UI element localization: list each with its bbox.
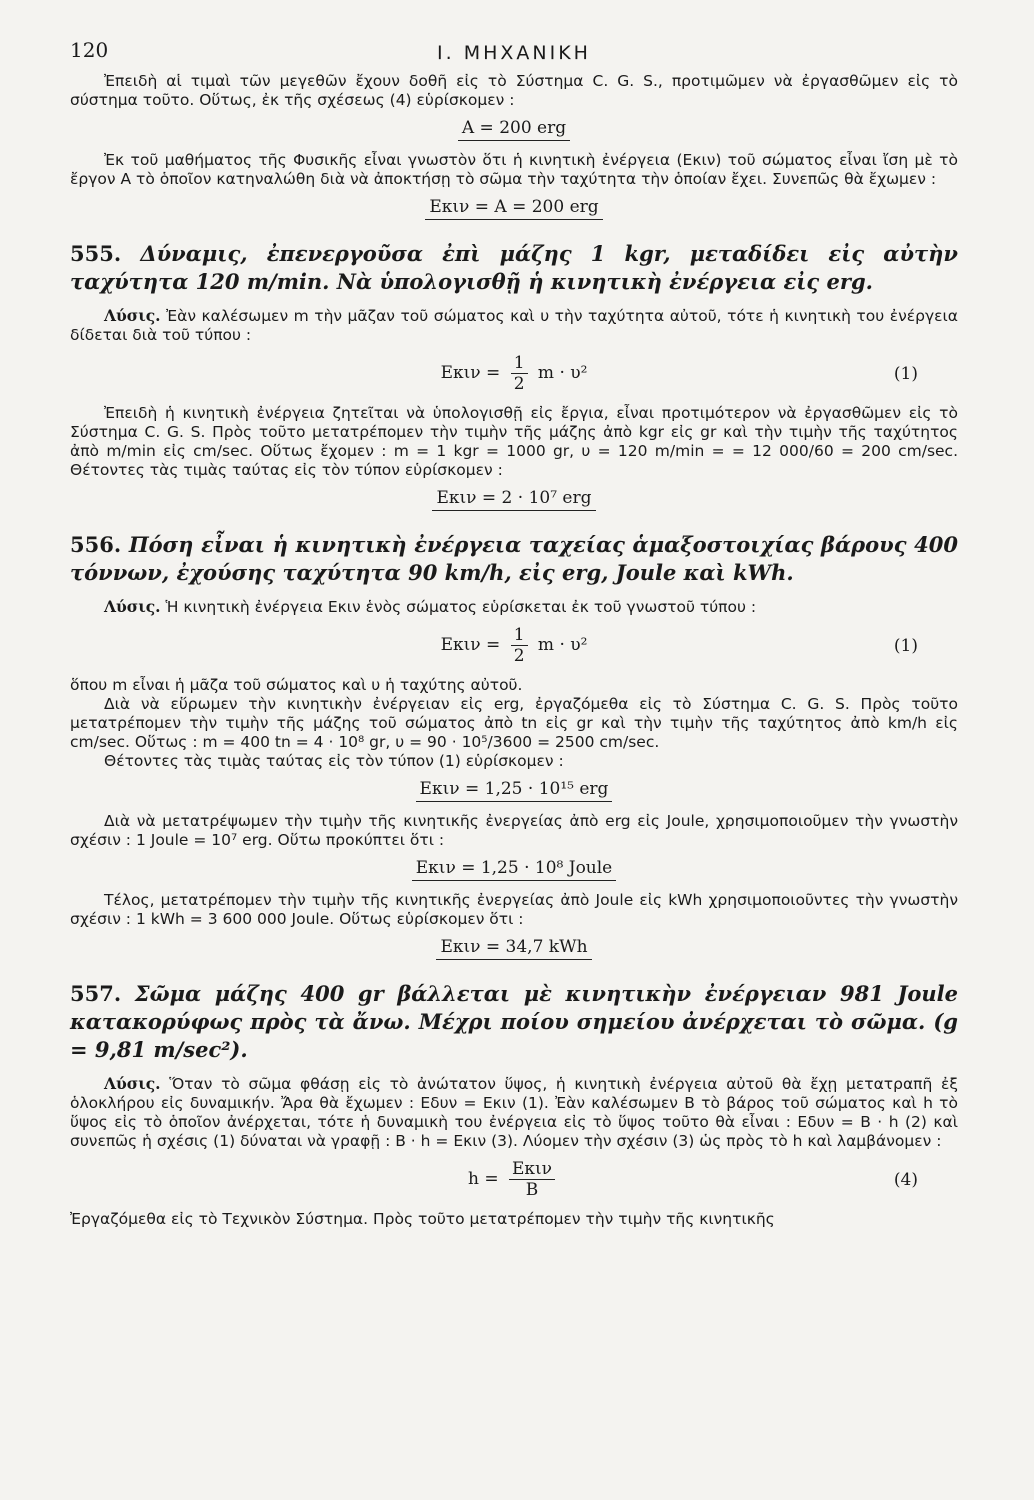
problem-555-result-text: Eκιν = 2 · 10⁷ erg	[432, 488, 595, 511]
problem-555-title: Δύναμις, ἐπενεργοῦσα ἐπὶ μάζης 1 kgr, μεταδίδει εἰς αὐτὴν ταχύτητα 120 m/min. Νὰ ὑπολογισθῇ ἡ κινητικὴ ἐνέργεια εἰς erg.	[70, 241, 958, 294]
problem-556-paragraph-6: Τέλος, μετατρέπομεν τὴν τιμὴν τῆς κινητικῆς ἐνεργείας ἀπὸ Joule εἰς kWh χρησιμοποιοῦντες τὴν γνωστὴν σχέσιν : 1 kWh = 3 600 000 Joule. Οὕτως εὑρίσκομεν ὅτι :	[70, 891, 958, 928]
problem-557-statement	[70, 980, 958, 1064]
problem-557-formula-denominator: B	[525, 1180, 539, 1200]
problem-557-solution-text: Ὅταν τὸ σῶμα φθάσῃ εἰς τὸ ἀνώτατον ὕψος, ἡ κινητικὴ ἐνέργεια αὐτοῦ θὰ ἔχῃ μετατραπῆ ἐξ ὁλοκλήρου εἰς δυναμικήν. Ἄρα θὰ ἔχωμεν : Eδυν = Eκιν (1). Ἐὰν καλέσωμεν B τὸ βάρος τοῦ σώματος καὶ h τὸ ὕψος εἰς τὸ ὁποῖον ἀνέρχεται, τότε ἡ δυναμικὴ του ἐνέργεια εἰς τὸ ὕψος τοῦτο θὰ εἶναι : Eδυν = B · h (2) καὶ συνεπῶς ἡ σχέσις (1) δύναται νὰ γραφῇ : B · h = Eκιν (3). Λύομεν τὴν σχέσιν (3) ὡς πρὸς τὸ h καὶ λαμβάνομεν :	[70, 1075, 958, 1150]
problem-556-formula-tag: (1)	[893, 635, 918, 656]
problem-555-formula-fraction	[511, 353, 528, 394]
running-title: Ι. ΜΗΧΑΝΙΚΗ	[437, 42, 591, 64]
equation-kinetic-energy-intro-text: Eκιν = A = 200 erg	[425, 197, 602, 220]
problem-557-lysis-label: Λύσις.	[104, 1074, 161, 1093]
problem-556-result-joule-text: Eκιν = 1,25 · 10⁸ Joule	[412, 858, 617, 881]
problem-555-solution-text: Ἐὰν καλέσωμεν m τὴν μᾶζαν τοῦ σώματος καὶ υ τὴν ταχύτητα αὐτοῦ, τότε ἡ κινητικὴ του ἐνέργεια δίδεται διὰ τοῦ τύπου :	[70, 307, 958, 344]
problem-556-formula-lhs: Eκιν =	[440, 635, 501, 655]
problem-556-result-kwh-text: Eκιν = 34,7 kWh	[436, 937, 591, 960]
problem-555-formula	[70, 353, 958, 394]
problem-557-title: Σῶμα μάζης 400 gr βάλλεται μὲ κινητικὴν ἐνέργειαν 981 Joule κατακορύφως πρὸς τὰ ἄνω. Μέχρι ποίου σημείου ἀνέρχεται τὸ σῶμα. (g = 9,81 m/sec²).	[70, 981, 958, 1062]
problem-556-number: 556.	[70, 532, 122, 557]
page-header	[70, 32, 958, 72]
problem-555-formula-lhs: Eκιν =	[440, 363, 501, 383]
problem-557-formula-lhs: h =	[467, 1169, 499, 1189]
problem-556-formula-numerator: 1	[511, 625, 528, 646]
problem-556-paragraph-3: Διὰ νὰ εὕρωμεν τὴν κινητικὴν ἐνέργειαν εἰς erg, ἐργαζόμεθα εἰς τὸ Σύστημα C. G. S. Πρὸς τοῦτο μετατρέπομεν τὴν τιμὴν τῆς μάζης τοῦ σώματος ἀπὸ tn εἰς gr καὶ τὴν τιμὴν τῆς ταχύτητος ἀπὸ km/h εἰς cm/sec. Οὕτως : m = 400 tn = 4 · 10⁸ gr, υ = 90 · 10⁵/3600 = 2500 cm/sec.	[70, 695, 958, 751]
problem-556-lysis-label: Λύσις.	[104, 597, 161, 616]
problem-557-paragraph-2: Ἐργαζόμεθα εἰς τὸ Τεχνικὸν Σύστημα. Πρὸς τοῦτο μετατρέπομεν τὴν τιμὴν τῆς κινητικῆς	[70, 1210, 775, 1228]
equation-work	[70, 118, 958, 141]
problem-557-formula-numerator: Eκιν	[509, 1159, 555, 1180]
page	[70, 32, 958, 1229]
problem-555-paragraph-2: Ἐπειδὴ ἡ κινητικὴ ἐνέργεια ζητεῖται νὰ ὑπολογισθῇ εἰς ἔργια, εἶναι προτιμότερον νὰ ἐργασθῶμεν εἰς τὸ Σύστημα C. G. S. Πρὸς τοῦτο μετατρέπομεν τὴν τιμὴν τῆς μάζης ἀπὸ kgr εἰς gr καὶ τὴν τιμὴν τῆς ταχύτητος ἀπὸ m/min εἰς cm/sec. Οὕτως ἔχομεν : m = 1 kgr = 1000 gr, υ = 120 m/min = = 12 000/60 = 200 cm/sec. Θέτοντες τὰς τιμὰς ταύτας εἰς τὸν τύπον εὑρίσκομεν :	[70, 404, 958, 479]
problem-556-paragraph-4: Θέτοντες τὰς τιμὰς ταύτας εἰς τὸν τύπον (1) εὑρίσκομεν :	[104, 752, 564, 770]
problem-556-result-kwh	[70, 937, 958, 960]
problem-556-solution-intro	[70, 597, 958, 617]
page-number: 120	[70, 38, 109, 62]
problem-556-paragraph-2: ὅπου m εἶναι ἡ μᾶζα τοῦ σώματος καὶ υ ἡ ταχύτης αὐτοῦ.	[70, 676, 523, 694]
problem-555-formula-numerator: 1	[511, 353, 528, 374]
problem-556-result-erg	[70, 779, 958, 802]
intro-paragraph-1: Ἐπειδὴ αἱ τιμαὶ τῶν μεγεθῶν ἔχουν δοθῆ εἰς τὸ Σύστημα C. G. S., προτιμῶμεν νὰ ἐργασθῶμεν εἰς τὸ σύστημα τοῦτο. Οὕτως, ἐκ τῆς σχέσεως (4) εὑρίσκομεν :	[70, 72, 958, 109]
problem-556-statement	[70, 531, 958, 587]
problem-556-title: Πόση εἶναι ἡ κινητικὴ ἐνέργεια ταχείας ἁμαξοστοιχίας βάρους 400 τόννων, ἐχούσης ταχύτητα 90 km/h, εἰς erg, Joule καὶ kWh.	[70, 532, 958, 585]
problem-555-formula-denominator: 2	[513, 374, 525, 394]
problem-556-solution-text: Ἡ κινητικὴ ἐνέργεια Eκιν ἑνὸς σώματος εὑρίσκεται ἐκ τοῦ γνωστοῦ τύπου :	[165, 598, 757, 616]
problem-557-solution-intro	[70, 1074, 958, 1151]
problem-557-formula	[70, 1159, 958, 1200]
problem-556-formula-rhs: m · υ²	[537, 635, 588, 655]
problem-556-result-joule	[70, 858, 958, 881]
problem-556-paragraph-5: Διὰ νὰ μετατρέψωμεν τὴν τιμὴν τῆς κινητικῆς ἐνεργείας ἀπὸ erg εἰς Joule, χρησιμοποιοῦμεν τὴν γνωστὴν σχέσιν : 1 Joule = 10⁷ erg. Οὕτω προκύπτει ὅτι :	[70, 812, 958, 849]
problem-557-number: 557.	[70, 981, 122, 1006]
problem-555-solution-intro	[70, 306, 958, 345]
equation-work-text: A = 200 erg	[458, 118, 570, 141]
problem-555-formula-rhs: m · υ²	[537, 363, 588, 383]
problem-555-lysis-label: Λύσις.	[104, 306, 161, 325]
problem-555-number: 555.	[70, 241, 122, 266]
problem-556-formula-fraction	[511, 625, 528, 666]
problem-557-formula-fraction	[509, 1159, 555, 1200]
problem-555-formula-tag: (1)	[893, 363, 918, 384]
problem-556-formula-denominator: 2	[513, 646, 525, 666]
problem-556-formula	[70, 625, 958, 666]
problem-557-formula-tag: (4)	[893, 1169, 918, 1190]
problem-555-statement	[70, 240, 958, 296]
equation-kinetic-energy-intro	[70, 197, 958, 220]
problem-555-result	[70, 488, 958, 511]
intro-paragraph-2: Ἐκ τοῦ μαθήματος τῆς Φυσικῆς εἶναι γνωστὸν ὅτι ἡ κινητικὴ ἐνέργεια (Eκιν) τοῦ σώματος εἶναι ἴση μὲ τὸ ἔργον A τὸ ὁποῖον κατηναλώθη διὰ νὰ ἀποκτήσῃ τὸ σῶμα τὴν ταχύτητα τὴν ὁποίαν ἔχει. Συνεπῶς θὰ ἔχωμεν :	[70, 151, 958, 188]
problem-556-result-erg-text: Eκιν = 1,25 · 10¹⁵ erg	[416, 779, 613, 802]
